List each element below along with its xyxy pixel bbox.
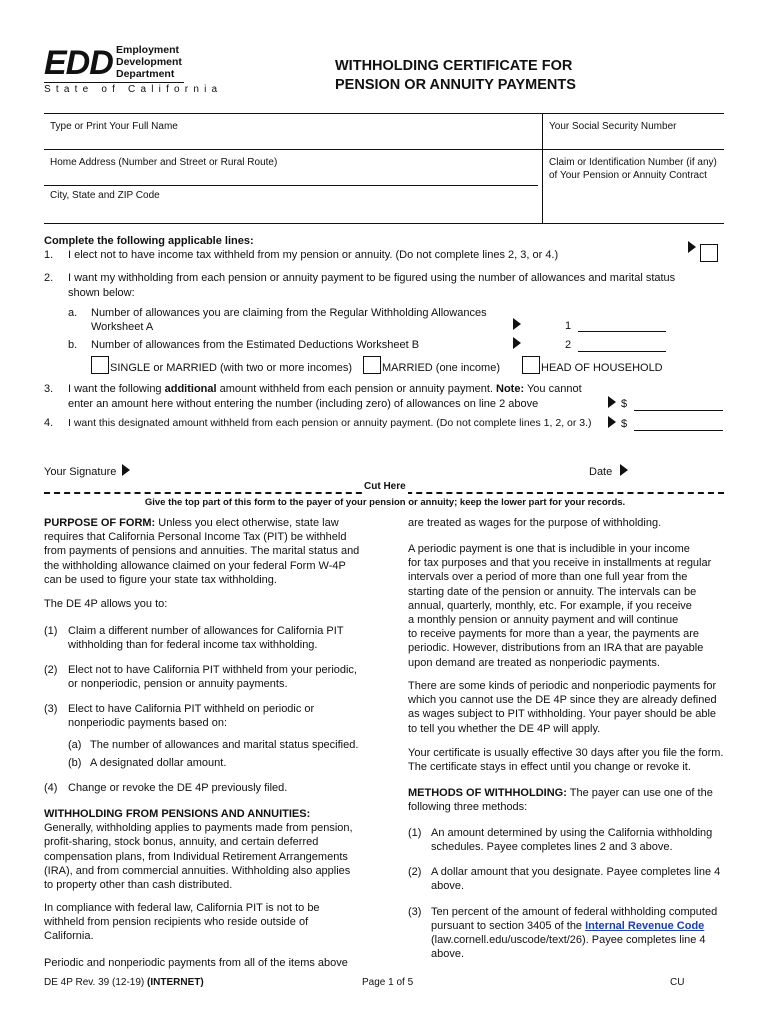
footer-internet: (INTERNET) [147, 977, 204, 988]
cut-here-label: Cut Here [364, 481, 406, 492]
effective-line-1: Your certificate is usually effective 30 days after you file the form. [408, 747, 724, 759]
item-2-line-1: Elect not to have California PIT withheld from your periodic, [68, 664, 357, 676]
effective-paragraph [408, 746, 728, 774]
head-of-household-checkbox[interactable] [522, 356, 540, 374]
line-3-text-1 [68, 382, 582, 397]
periodic-line-5r: annual, quarterly, monthly, etc. For example, if you receive [408, 599, 692, 612]
line-2b-text: Number of allowances from the Estimated Deductions Worksheet B [91, 339, 420, 351]
purpose-line-4: the withholding allowance claimed on your federal Form W-4P [44, 559, 346, 572]
withholding-line-3: compensation plans, from Individual Retirement Arrangements [44, 850, 348, 863]
line-3-mid: amount withheld from each pension or annuity payment. [216, 383, 497, 395]
line-2a-arrow-icon [513, 318, 521, 330]
line-2a-letter: a. [68, 307, 78, 319]
method-1-line-1: An amount determined by using the California withholding [431, 827, 713, 839]
withholding-line-1: Generally, withholding applies to payments made from pension, [44, 822, 353, 835]
withholding-line-2: profit-sharing, stock bonus, annuity, and certain deferred [44, 836, 319, 849]
line-3-arrow-icon [608, 396, 616, 408]
date-arrow-icon [620, 464, 628, 476]
logo-line-2: Development [116, 56, 182, 68]
item-1-number: (1) [44, 625, 58, 637]
periodic-line-2r: for tax purposes and that you receive in installments at regular [408, 557, 712, 570]
withholding-line-5: to property other than cash distributed. [44, 879, 233, 892]
line-3-note: Note: [496, 383, 525, 395]
federal-section [44, 901, 374, 944]
kinds-line-2: which you cannot use the DE 4P since they are already defined [408, 694, 717, 707]
periodic-line-9r: upon demand are treated as nonperiodic payments. [408, 656, 660, 669]
purpose-text-1: Unless you elect otherwise, state law [155, 517, 339, 529]
methods-text-1: The payer can use one of the [566, 787, 713, 799]
home-address-label: Home Address (Number and Street or Rural Route) [50, 157, 278, 168]
method-2-line-2: above. [431, 880, 465, 892]
line-2b-letter: b. [68, 339, 78, 351]
claim-label-1: Claim or Identification Number (if any) [549, 157, 717, 168]
signature-input[interactable] [134, 462, 574, 480]
line-3-amount-input[interactable] [634, 396, 723, 411]
line-1-arrow-icon [688, 241, 696, 253]
city-label: City, State and ZIP Code [50, 190, 160, 201]
line-2b-number: 2 [565, 339, 572, 351]
methods-line-2: following three methods: [408, 801, 528, 814]
line-2-text-2: shown below: [68, 287, 135, 299]
item-3-line-1: Elect to have California PIT withheld on periodic or [68, 703, 315, 715]
item-3-number: (3) [44, 703, 58, 715]
ssn-label: Your Social Security Number [549, 121, 677, 132]
logo-line-3: Department [116, 68, 175, 80]
full-name-label: Type or Print Your Full Name [50, 121, 178, 132]
periodic-paragraph [408, 542, 728, 670]
line-2a-text-1: Number of allowances you are claiming from the Regular Withholding Allowances [91, 307, 487, 319]
line-3-dollar: $ [621, 398, 628, 410]
signature-label: Your Signature [44, 466, 117, 478]
withholding-line-4: (IRA), and from commercial annuities. Withholding also applies [44, 864, 351, 877]
method-3-line-2-text: pursuant to section 3405 of the [431, 920, 586, 932]
line-2a-number: 1 [565, 320, 572, 332]
married-label: MARRIED (one income) [382, 362, 500, 374]
item-1-line-1: Claim a different number of allowances for California PIT [68, 625, 344, 637]
home-address-field[interactable] [44, 150, 540, 184]
line-4-text: I want this designated amount withheld from each pension or annuity payment. (Do not complete lines 1, 2, or 3.) [68, 417, 592, 429]
footer-code: CU [670, 977, 685, 988]
method-3-line-3: (law.cornell.edu/uscode/text/26). Payee completes line 4 [431, 934, 706, 946]
full-name-field[interactable] [44, 114, 540, 148]
line-2-number: 2. [44, 272, 54, 284]
line-3-additional: additional [164, 383, 217, 395]
purpose-line-3: from payments of pensions and annuities. The marital status and [44, 545, 360, 558]
methods-heading: METHODS OF WITHHOLDING: [408, 787, 567, 799]
line-1-number: 1. [44, 249, 54, 261]
form-title-line-1: WITHHOLDING CERTIFICATE FOR [335, 58, 573, 74]
withholding-heading: WITHHOLDING FROM PENSIONS AND ANNUITIES: [44, 808, 311, 820]
item-3-line-2: nonperiodic payments based on: [68, 717, 227, 729]
line-1-checkbox[interactable] [700, 244, 718, 262]
footer-form-id [44, 977, 204, 988]
line-2b-input[interactable] [578, 337, 666, 352]
methods-paragraph [408, 786, 728, 814]
method-3-line-2 [431, 919, 704, 933]
single-checkbox[interactable] [91, 356, 109, 374]
kinds-paragraph [408, 679, 728, 736]
item-1-line-2: withholding than for federal income tax withholding. [68, 639, 318, 651]
purpose-line-1 [44, 516, 374, 530]
method-2-number: (2) [408, 866, 422, 878]
married-checkbox[interactable] [363, 356, 381, 374]
date-input[interactable] [632, 462, 722, 480]
item-a-text: The number of allowances and marital status specified. [90, 739, 359, 751]
purpose-line-5: can be used to figure your state tax withholding. [44, 573, 277, 586]
methods-line-1 [408, 786, 728, 800]
footer-page: Page 1 of 5 [362, 977, 414, 988]
item-2-number: (2) [44, 664, 58, 676]
left-column [44, 516, 374, 587]
field-bottom-rule [44, 223, 724, 224]
line-3-pre: I want the following [68, 383, 165, 395]
line-1-text: I elect not to have income tax withheld from my pension or annuity. (Do not complete lines 2, 3, or 4.) [68, 249, 559, 261]
line-2b-arrow-icon [513, 337, 521, 349]
method-1-line-2: schedules. Payee completes lines 2 and 3 above. [431, 841, 673, 853]
head-of-household-label: HEAD OF HOUSEHOLD [541, 362, 663, 374]
line-3-post: You cannot [524, 383, 582, 395]
signature-arrow-icon [122, 464, 130, 476]
line-3-text-2: enter an amount here without entering the number (including zero) of allowances on line 2 above [68, 398, 539, 410]
ssn-field[interactable] [543, 114, 724, 148]
method-3-line-1: Ten percent of the amount of federal withholding computed [431, 906, 718, 918]
item-2-line-2: or nonperiodic, pension or annuity payments. [68, 678, 288, 690]
line-4-amount-input[interactable] [634, 416, 723, 431]
periodic-line-1: Periodic and nonperiodic payments from all of the items above [44, 957, 348, 969]
line-4-number: 4. [44, 417, 54, 429]
line-2a-text-2: Worksheet A [91, 321, 154, 333]
periodic-line-4r: starting date of the pension or annuity. The intervals can be [408, 585, 697, 598]
footer-rev: DE 4P Rev. 39 (12-19) [44, 977, 148, 988]
periodic-line-6r: a monthly pension or annuity payment and will continue [408, 614, 679, 627]
kinds-line-4: to tell you whether the DE 4P will apply. [408, 722, 601, 735]
line-2a-input[interactable] [578, 317, 666, 332]
item-4-number: (4) [44, 782, 58, 794]
method-3-number: (3) [408, 906, 422, 918]
claim-number-field[interactable] [543, 150, 724, 222]
line-3-number: 3. [44, 383, 54, 395]
item-b-text: A designated dollar amount. [90, 757, 227, 769]
logo-rule [44, 82, 184, 83]
withholding-section [44, 807, 374, 892]
line-4-arrow-icon [608, 416, 616, 428]
item-b-number: (b) [68, 757, 82, 769]
method-2-line-1: A dollar amount that you designate. Payee completes line 4 [431, 866, 721, 878]
periodic-line-3r: intervals over a period of more than one full year from the [408, 571, 688, 584]
federal-line-1: In compliance with federal law, California PIT is not to be [44, 902, 320, 914]
method-3-line-4: above. [431, 948, 465, 960]
method-1-number: (1) [408, 827, 422, 839]
line-2-text-1: I want my withholding from each pension or annuity payment to be figured using the number of allowances and marital status [68, 272, 676, 284]
kinds-line-3: as wages subject to PIT withholding. Your payer should be able [408, 708, 716, 721]
purpose-heading: PURPOSE OF FORM: [44, 517, 156, 529]
right-intro: are treated as wages for the purpose of withholding. [408, 517, 662, 529]
form-title-line-2: PENSION OR ANNUITY PAYMENTS [335, 77, 576, 93]
date-label: Date [589, 466, 613, 478]
federal-line-2: withheld from pension recipients who reside outside of [44, 916, 309, 929]
logo-line-1: Employment [116, 44, 180, 56]
line-4-dollar: $ [621, 418, 628, 430]
city-field[interactable] [44, 186, 540, 222]
effective-line-2: The certificate stays in effect until you change or revoke it. [408, 761, 691, 774]
periodic-line-8r: periodic. However, distributions from an IRA that are payable [408, 642, 704, 655]
single-label: SINGLE or MARRIED (with two or more incomes) [110, 362, 353, 374]
purpose-line-2: requires that California Personal Income Tax (PIT) be withheld [44, 531, 347, 544]
kinds-line-1: There are some kinds of periodic and nonperiodic payments for [408, 680, 717, 692]
state-of-california: State of California [44, 84, 223, 95]
periodic-line-1r: A periodic payment is one that is includible in your income [408, 543, 690, 555]
item-a-number: (a) [68, 739, 82, 751]
item-4-text: Change or revoke the DE 4P previously filed. [68, 782, 288, 794]
logo-letters: EDD [44, 44, 113, 82]
lines-heading: Complete the following applicable lines: [44, 235, 254, 247]
periodic-line-7r: to receive payments for more than a year, the payments are [408, 628, 700, 641]
irc-link[interactable]: Internal Revenue Code [585, 920, 705, 932]
federal-line-3: California. [44, 930, 94, 943]
claim-label-2: of Your Pension or Annuity Contract [549, 170, 707, 181]
allows-intro: The DE 4P allows you to: [44, 598, 168, 610]
cut-instruction: Give the top part of this form to the payer of your pension or annuity; keep the lower part for your records. [144, 497, 626, 508]
